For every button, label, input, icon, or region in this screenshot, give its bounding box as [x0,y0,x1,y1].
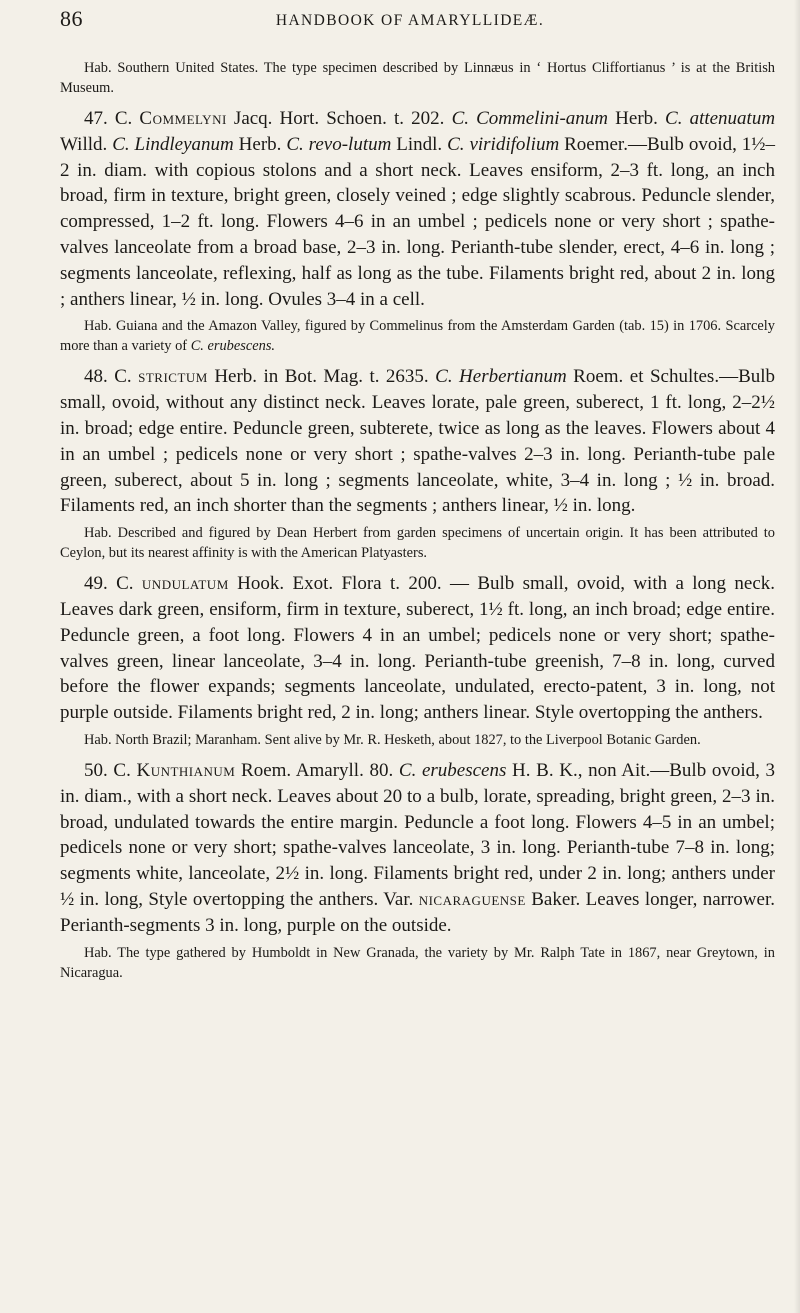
species-name: Commelyni [139,108,227,129]
species-authority: Hook. Exot. Flora t. 200. [237,573,442,595]
synonym: C. erubescens [398,759,507,781]
species-authority: Roem. Amaryll. 80. [241,759,394,781]
habitat-note: Hab. Guiana and the Amazon Valley, figured by Commelinus from the Amsterdam Garden (tab. 15) in 1706. Scarcely more than a variety of C. erubescens. [60,318,775,355]
habitat-note: Hab. The type gathered by Humboldt in New Granada, the variety by Mr. Ralph Tate in 1867, near Greytown, in Nicaragua. [60,944,775,981]
species-entry-47: 47. C. Commelyni Jacq. Hort. Schoen. t. 202. C. Commelini-anum Herb. C. attenuatum Willd. C. Lindleyanum Herb. C. revo-lutum Lindl. C. viridifolium Roemer.—Bulb ovoid, 1½–2 in. diam. with copious stolons and a short neck. Leaves ensiform, 2–3 ft. long, an inch broad, firm in texture, bright green, closely veined ; edge slightly scabrous. Peduncle slender, compressed, 1–2 ft. long. Flowers 4–6 in an umbel ; pedicels none or very short ; spathe-valves lanceolate from a broad base, 2–3 in. long. Perianth-tube slender, erect, 4–6 in. long ; segments lanceolate, reflexing, half as long as the tube. Filaments bright red, about 2 in. long ; anthers linear, ½ in. long. Ovules 3–4 in a cell. [60,108,776,310]
running-head: HANDBOOK OF AMARYLLIDEÆ. [275,12,545,29]
synonym: C. Lindleyanum [112,133,234,155]
entry-number: 48. C. [84,366,132,388]
species-name: Kunthianum [136,759,236,781]
species-authority: Herb. in Bot. Mag. t. 2635. [214,366,429,388]
page-edge-shading [794,0,800,1313]
synonym: C. viridifolium [447,133,560,155]
synonym: C. revo-lutum [286,133,392,155]
variety-description: Baker. Leaves longer, narrower. Perianth-segments 3 in. long, purple on the outside. [60,888,775,936]
species-description: non Ait.—Bulb ovoid, 3 in. diam., with a short neck. Leaves about 20 to a bulb, lorate, spreading, bright green, 2–3 in. broad, undulated towards the entire margin. Peduncle a foot long. Flowers 4–5 in an umbel; pedicels none or very short; spathe-valves lanceolate, 3 in. long. Perianth-tube 7–8 in. long; segments white, lanceolate, 2½ in. long. Filaments bright red, under 2 in. long; anthers under ½ in. long, Style overtopping the anthers. [60,759,776,910]
species-description: Roemer.—Bulb ovoid, 1½–2 in. diam. with copious stolons and a short neck. Leaves ensiform, 2–3 ft. long, an inch broad, firm in texture, bright green, closely veined ; edge slightly scabrous. Peduncle slender, compressed, 1–2 ft. long. Flowers 4–6 in an umbel ; pedicels none or very short ; spathe-valves lanceolate from a broad base, 2–3 in. long. Perianth-tube slender, erect, 4–6 in. long ; segments lanceolate, reflexing, half as long as the tube. Filaments bright red, about 2 in. long ; anthers linear, ½ in. long. Ovules 3–4 in a cell. [60,133,776,310]
entry-number: 49. C. [84,573,134,595]
text-column [60,58,775,983]
synonym: C. attenuatum [665,108,776,129]
habitat-note-intro: Hab. Southern United States. The type specimen described by Linnæus in ‘ Hortus Cliffortianus ’ is at the British Museum. [60,60,775,96]
habitat-note: Hab. Described and figured by Dean Herbert from garden specimens of uncertain origin. It has been attributed to Ceylon, but its nearest affinity is with the American Platyasters. [60,525,775,562]
page-number: 86 [60,6,83,31]
species-entry-48 [60,364,775,519]
species-entry-49 [60,571,775,726]
species-entry-50: 50. C. Kunthianum Roem. Amaryll. 80. C. erubescens H. B. K., non Ait.—Bulb ovoid, 3 in. diam., with a short neck. Leaves about 20 to a bulb, lorate, spreading, bright green, 2–3 in. broad, undulated towards the entire margin. Peduncle a foot long. Flowers 4–5 in an umbel; pedicels none or very short; spathe-valves lanceolate, 3 in. long. Perianth-tube 7–8 in. long; segments white, lanceolate, 2½ in. long. Filaments bright red, under 2 in. long; anthers under ½ in. long, Style overtopping the anthers. Var. nicaraguense Baker. Leaves longer, narrower. Perianth-segments 3 in. long, purple on the outside. [60,759,776,936]
species-description: Roem. et Schultes.—Bulb small, ovoid, without any distinct neck. Leaves lorate, pale green, suberect, 1 ft. long, 2–2½ in. broad; edge entire. Peduncle green, subterete, twice as long as the leaves. Flowers about 4 in an umbel ; pedicels none or very short ; spathe-valves 2–3 in. long. Perianth-tube pale green, suberect, about 5 in. long ; segments lanceolate, white, 3–4 in. long ; ½ in. broad. Filaments red, an inch shorter than the segments ; anthers linear, ½ in. long. [60,366,776,517]
entry-number: 47. C. [84,108,133,129]
entry-number: 50. C. [84,759,131,781]
species-name: undulatum [141,573,229,595]
habitat-note: Hab. North Brazil; Maranham. Sent alive by Mr. R. Hesketh, about 1827, to the Liverpool Botanic Garden. [84,731,701,748]
species-description: — Bulb small, ovoid, with a long neck. Leaves dark green, ensiform, firm in texture, suberect, 1½ ft. long, an inch broad; edge entire. Peduncle green, a foot long. Flowers 4 in an umbel; pedicels none or very short; spathe-valves green, linear lanceolate, 3–4 in. long. Perianth-tube greenish, 7–8 in. long, curved before the flower expands; segments lanceolate, undulated, erecto-patent, 3 in. long, not purple outside. Filaments bright red, 2 in. long; anthers linear. Style overtopping the anthers. [60,573,776,724]
species-authority: Jacq. Hort. Schoen. t. 202. [233,108,445,129]
species-name: strictum [138,366,208,388]
synonym: C. Herbertianum [435,366,567,388]
variety-label: Var. [383,888,414,910]
variety-name: nicaraguense [418,888,526,910]
synonym: C. Commelini-anum [451,108,609,129]
